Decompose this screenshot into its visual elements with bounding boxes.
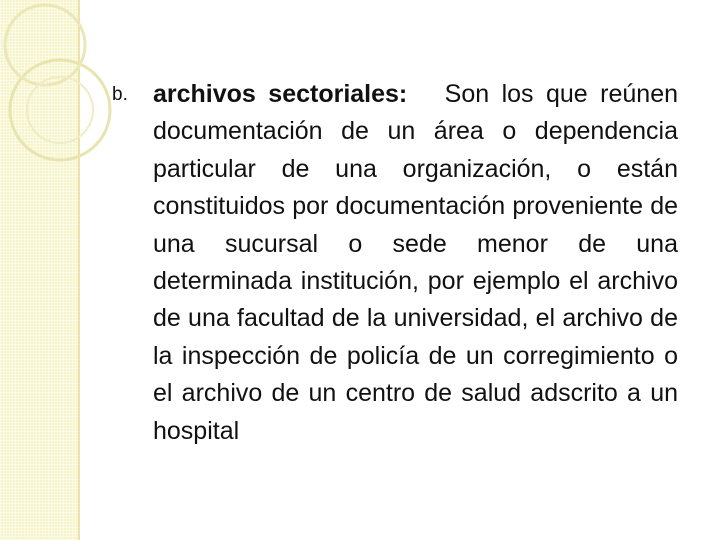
bullet-marker: b. [112, 84, 128, 105]
bullet-body: Son los que reúnen documentación de un área o dependencia particular de una organización, o están constituidos por documentación proveniente de una sucursal o sede menor de una determinada institución, por ejemplo el archivo de una facultad de la universidad, el archivo de la inspección de policía de un corregimiento o el archivo de un centro de salud adscrito a un hospital [153, 80, 679, 445]
decor-circle-small [5, 5, 85, 85]
bullet-item [112, 76, 678, 450]
decorative-circles [0, 0, 120, 260]
decor-circle-inner [27, 77, 93, 143]
decor-circle-large [10, 60, 110, 160]
bullet-term: archivos sectoriales: [153, 80, 408, 108]
bullet-paragraph [153, 76, 678, 450]
